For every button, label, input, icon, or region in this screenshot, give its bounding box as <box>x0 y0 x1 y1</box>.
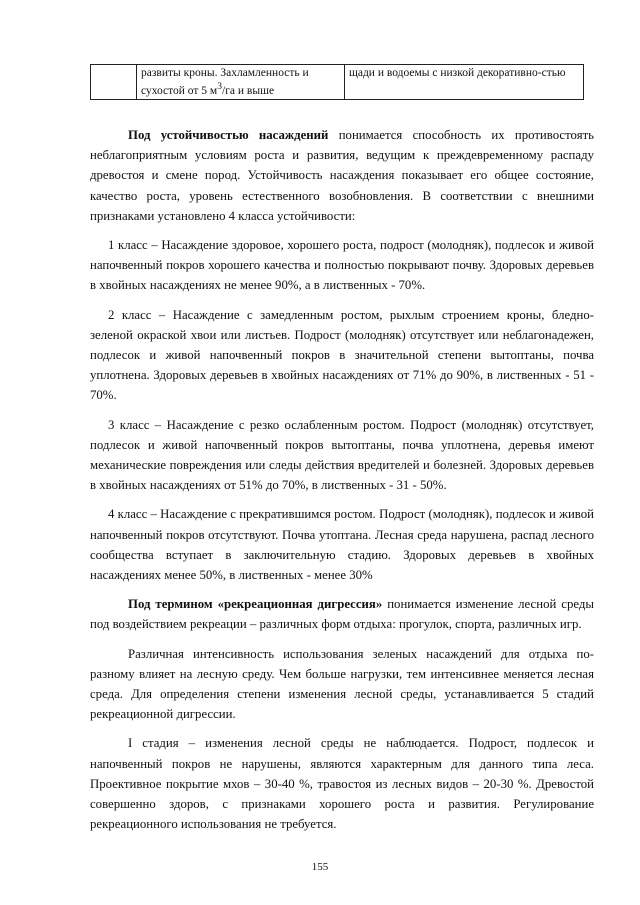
superscript: 3 <box>217 81 223 92</box>
table-cell-empty <box>91 65 137 100</box>
body-text <box>90 116 594 835</box>
paragraph-stability-definition: Под устойчивостью насаждений понимается способность их противостоять неблагоприятным условиям роста и развития, ведущим к преждевременному распаду древостоя и смене пород. Устойчивость насаждения показывает его общее состояние, качество роста, уровень естественного возобновления. В соответствии с внешними признаками установлено 4 класса устойчивости: <box>90 128 595 223</box>
paragraph-class-4: 4 класс – Насаждение с прекратившимся ростом. Подрост (молодняк), подлесок и живой напочвенный покров отсутствуют. Почва утоптана. Лесная среда нарушена, распад лесного сообщества вступает в заключительную стадию. Здоровых деревьев в хвойных насаждениях менее 50%, в лиственных - менее 30% <box>90 507 594 583</box>
table-cell-note: щади и водоемы с низкой декоративно-стью <box>345 65 584 100</box>
term-recreational-digression: Под термином «рекреационная дигрессия» <box>128 597 383 612</box>
paragraph-class-2: 2 класс – Насаждение с замедленным ростом, рыхлым строением кроны, бледно-зеленой окраской хвои или листьев. Подрост (молодняк) отсутствует или неблагонадежен, подлесок и живой напочвенный покров в значительной степени вытоптаны, почва уплотнена. Здоровых деревьев в хвойных насаждениях от 71% до 90%, в лиственных - 51 - 70%. <box>90 307 594 403</box>
term-stability: Под устойчивостью насаждений <box>128 128 329 142</box>
table-fragment <box>90 64 584 100</box>
paragraph-class-1: 1 класс – Насаждение здоровое, хорошего роста, подрост (молодняк), подлесок и живой напочвенный покров хорошего качества и полностью покрывают почву. Здоровых деревьев в хвойных насаждениях не менее 90%, а в лиственных - 70%. <box>90 238 594 293</box>
paragraph-recreational-digression: Под термином «рекреационная дигрессия» понимается изменение лесной среды под воздействием рекреации – различных форм отдыха: прогулок, спорта, различных игр. <box>90 597 594 632</box>
table-cell-description: развиты кроны. Захламленность и сухостой от 5 $м^3/га$ и выше <box>137 65 345 100</box>
paragraph-intensity: Различная интенсивность использования зеленых насаждений для отдыха по-разному влияет на лесную среду. Чем больше нагрузки, тем интенсивнее меняется лесная среда. Для определения степени изменения лесной среды, устанавливается 5 стадий рекреационной дигрессии. <box>90 646 594 722</box>
table-row <box>91 65 584 100</box>
paragraph-stage-1: I стадия – изменения лесной среды не наблюдается. Подрост, подлесок и напочвенный покров не нарушены, являются характерным для данного типа леса. Проективное покрытие мхов – 30-40 %, травостоя из лесных видов – 20-30 %. Древостой совершенно здоров, с признаками хорошего роста и развития. Регулирование рекреационного использования не требуется. <box>90 736 594 832</box>
paragraph-class-3: 3 класс – Насаждение с резко ослабленным ростом. Подрост (молодняк) отсутствует, подлесок и живой напочвенный покров вытоптаны, почва уплотнена, деревья имеют механические повреждения или следы действия вредителей и болезней. Здоровых деревьев в хвойных насаждениях от 51% до 70%, в лиственных - 31 - 50%. <box>90 417 594 493</box>
page-number: 155 <box>311 861 329 873</box>
